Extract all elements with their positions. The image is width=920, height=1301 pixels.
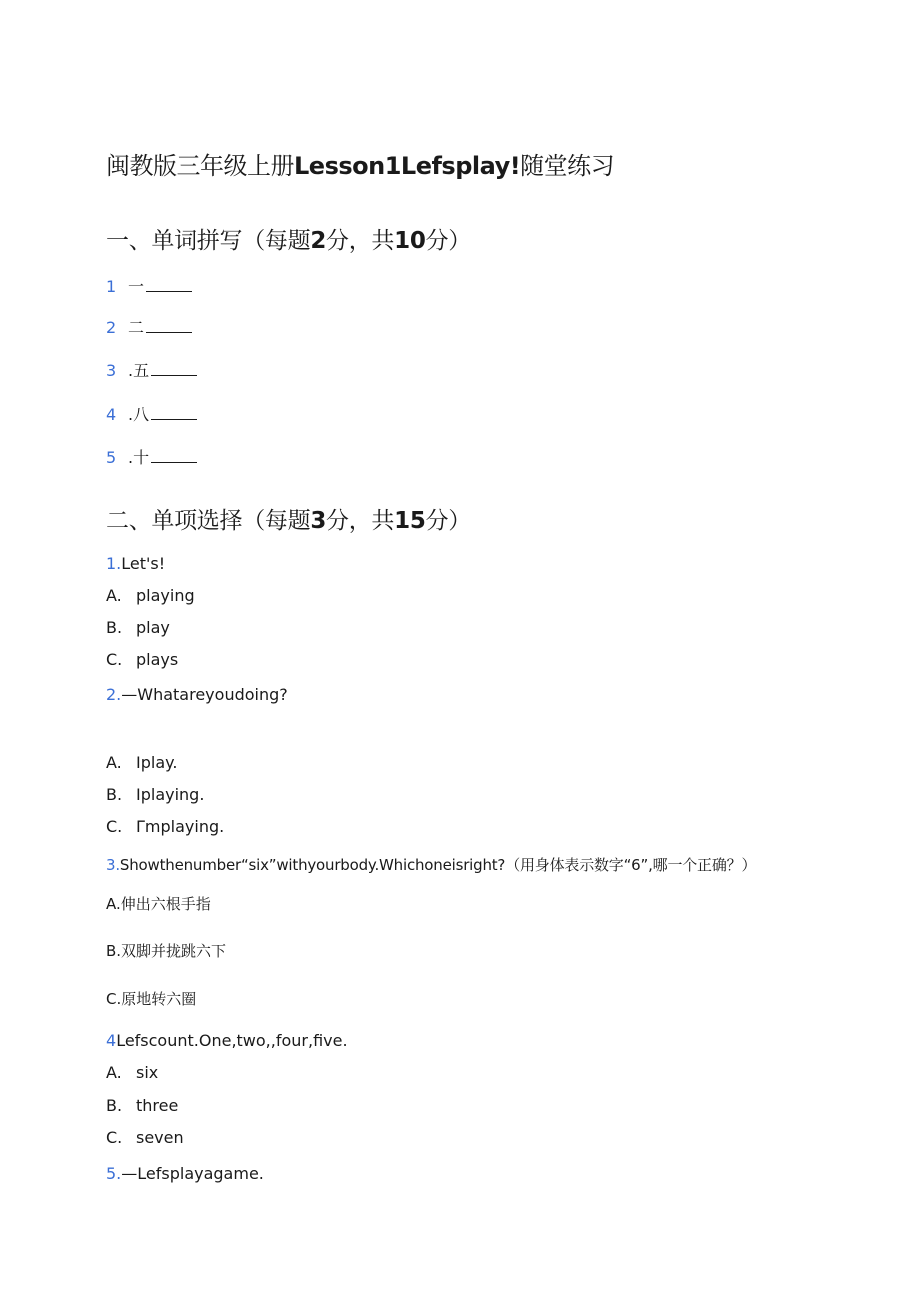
option-letter: A. xyxy=(106,753,122,772)
word-number: 3 xyxy=(106,361,117,380)
option-c[interactable] xyxy=(106,1128,184,1147)
option-c[interactable] xyxy=(106,817,224,836)
word-item xyxy=(106,358,197,381)
section2-suffix: 分） xyxy=(425,508,471,534)
page-title xyxy=(106,146,614,181)
question-text: Let's! xyxy=(121,554,166,573)
section1-suffix: 分） xyxy=(425,228,471,254)
question-number: 5. xyxy=(106,1164,122,1183)
option-text: Iplay. xyxy=(136,753,178,772)
word-number: 5 xyxy=(106,448,117,467)
option-letter: A. xyxy=(106,586,122,605)
word-char: .十 xyxy=(128,448,150,467)
section-heading-choice xyxy=(106,502,471,535)
option-text: three xyxy=(136,1096,179,1115)
answer-blank[interactable] xyxy=(151,363,197,376)
option-c[interactable] xyxy=(106,988,196,1009)
option-letter: C. xyxy=(106,650,123,669)
question-number: 2. xyxy=(106,685,122,704)
section1-total: 10 xyxy=(394,228,426,254)
option-text: A.伸出六根手指 xyxy=(106,895,211,913)
option-text: six xyxy=(136,1063,159,1082)
answer-blank[interactable] xyxy=(146,320,192,333)
option-letter: B. xyxy=(106,785,123,804)
word-number: 1 xyxy=(106,277,117,296)
word-char: 一 xyxy=(128,277,145,296)
option-text: playing xyxy=(136,586,195,605)
option-b[interactable] xyxy=(106,618,170,637)
question-number: 1. xyxy=(106,554,122,573)
answer-blank[interactable] xyxy=(151,407,197,420)
option-a[interactable] xyxy=(106,893,211,914)
option-a[interactable] xyxy=(106,586,195,605)
section-heading-spelling xyxy=(106,222,471,255)
word-item xyxy=(106,315,192,338)
option-letter: C. xyxy=(106,817,123,836)
section2-points: 3 xyxy=(310,508,327,534)
option-text: seven xyxy=(136,1128,184,1147)
answer-blank[interactable] xyxy=(146,279,192,292)
option-letter: A. xyxy=(106,1063,122,1082)
question-text: —Whatareyoudoing? xyxy=(121,685,288,704)
option-c[interactable] xyxy=(106,650,178,669)
word-number: 4 xyxy=(106,405,117,424)
word-item xyxy=(106,445,197,468)
question-4 xyxy=(106,1031,348,1050)
section1-mid: 分，共 xyxy=(326,228,395,254)
title-cn-suffix: 随堂练习 xyxy=(520,152,615,180)
title-cn-prefix: 闽教版三年级上册 xyxy=(106,152,294,180)
word-char: .八 xyxy=(128,405,150,424)
option-text: plays xyxy=(136,650,179,669)
section2-mid: 分，共 xyxy=(326,508,395,534)
question-1 xyxy=(106,554,165,573)
option-text: Γmplaying. xyxy=(136,817,225,836)
question-5 xyxy=(106,1164,264,1183)
question-number: 3. xyxy=(106,856,120,874)
section2-total: 15 xyxy=(394,508,426,534)
option-letter: B. xyxy=(106,1096,123,1115)
word-char: .五 xyxy=(128,361,150,380)
option-text: B.双脚并拢跳六下 xyxy=(106,942,227,960)
word-number: 2 xyxy=(106,318,117,337)
option-b[interactable] xyxy=(106,940,226,961)
option-b[interactable] xyxy=(106,785,204,804)
option-text: play xyxy=(136,618,170,637)
option-b[interactable] xyxy=(106,1096,178,1115)
question-3 xyxy=(106,854,756,875)
word-char: 二 xyxy=(128,318,145,337)
question-text: Showthenumber“six”withyourbody.Whichoneisright?（用身体表示数字“6”,哪一个正确？） xyxy=(119,856,757,874)
question-text: Lefscount.One,two,,four,five. xyxy=(116,1031,348,1050)
option-a[interactable] xyxy=(106,753,177,772)
question-2 xyxy=(106,685,288,704)
question-text: —Lefsplayagame. xyxy=(121,1164,264,1183)
option-letter: C. xyxy=(106,1128,123,1147)
option-text: Iplaying. xyxy=(136,785,205,804)
option-text: C.原地转六圈 xyxy=(106,990,197,1008)
title-lesson: Lesson1Lefsplay! xyxy=(294,152,521,180)
option-letter: B. xyxy=(106,618,123,637)
section1-prefix: 一、单词拼写（每题 xyxy=(106,228,311,254)
word-item xyxy=(106,402,197,425)
option-a[interactable] xyxy=(106,1063,158,1082)
section1-points: 2 xyxy=(310,228,327,254)
question-number: 4 xyxy=(106,1031,117,1050)
word-item xyxy=(106,274,192,297)
answer-blank[interactable] xyxy=(151,450,197,463)
section2-prefix: 二、单项选择（每题 xyxy=(106,508,311,534)
